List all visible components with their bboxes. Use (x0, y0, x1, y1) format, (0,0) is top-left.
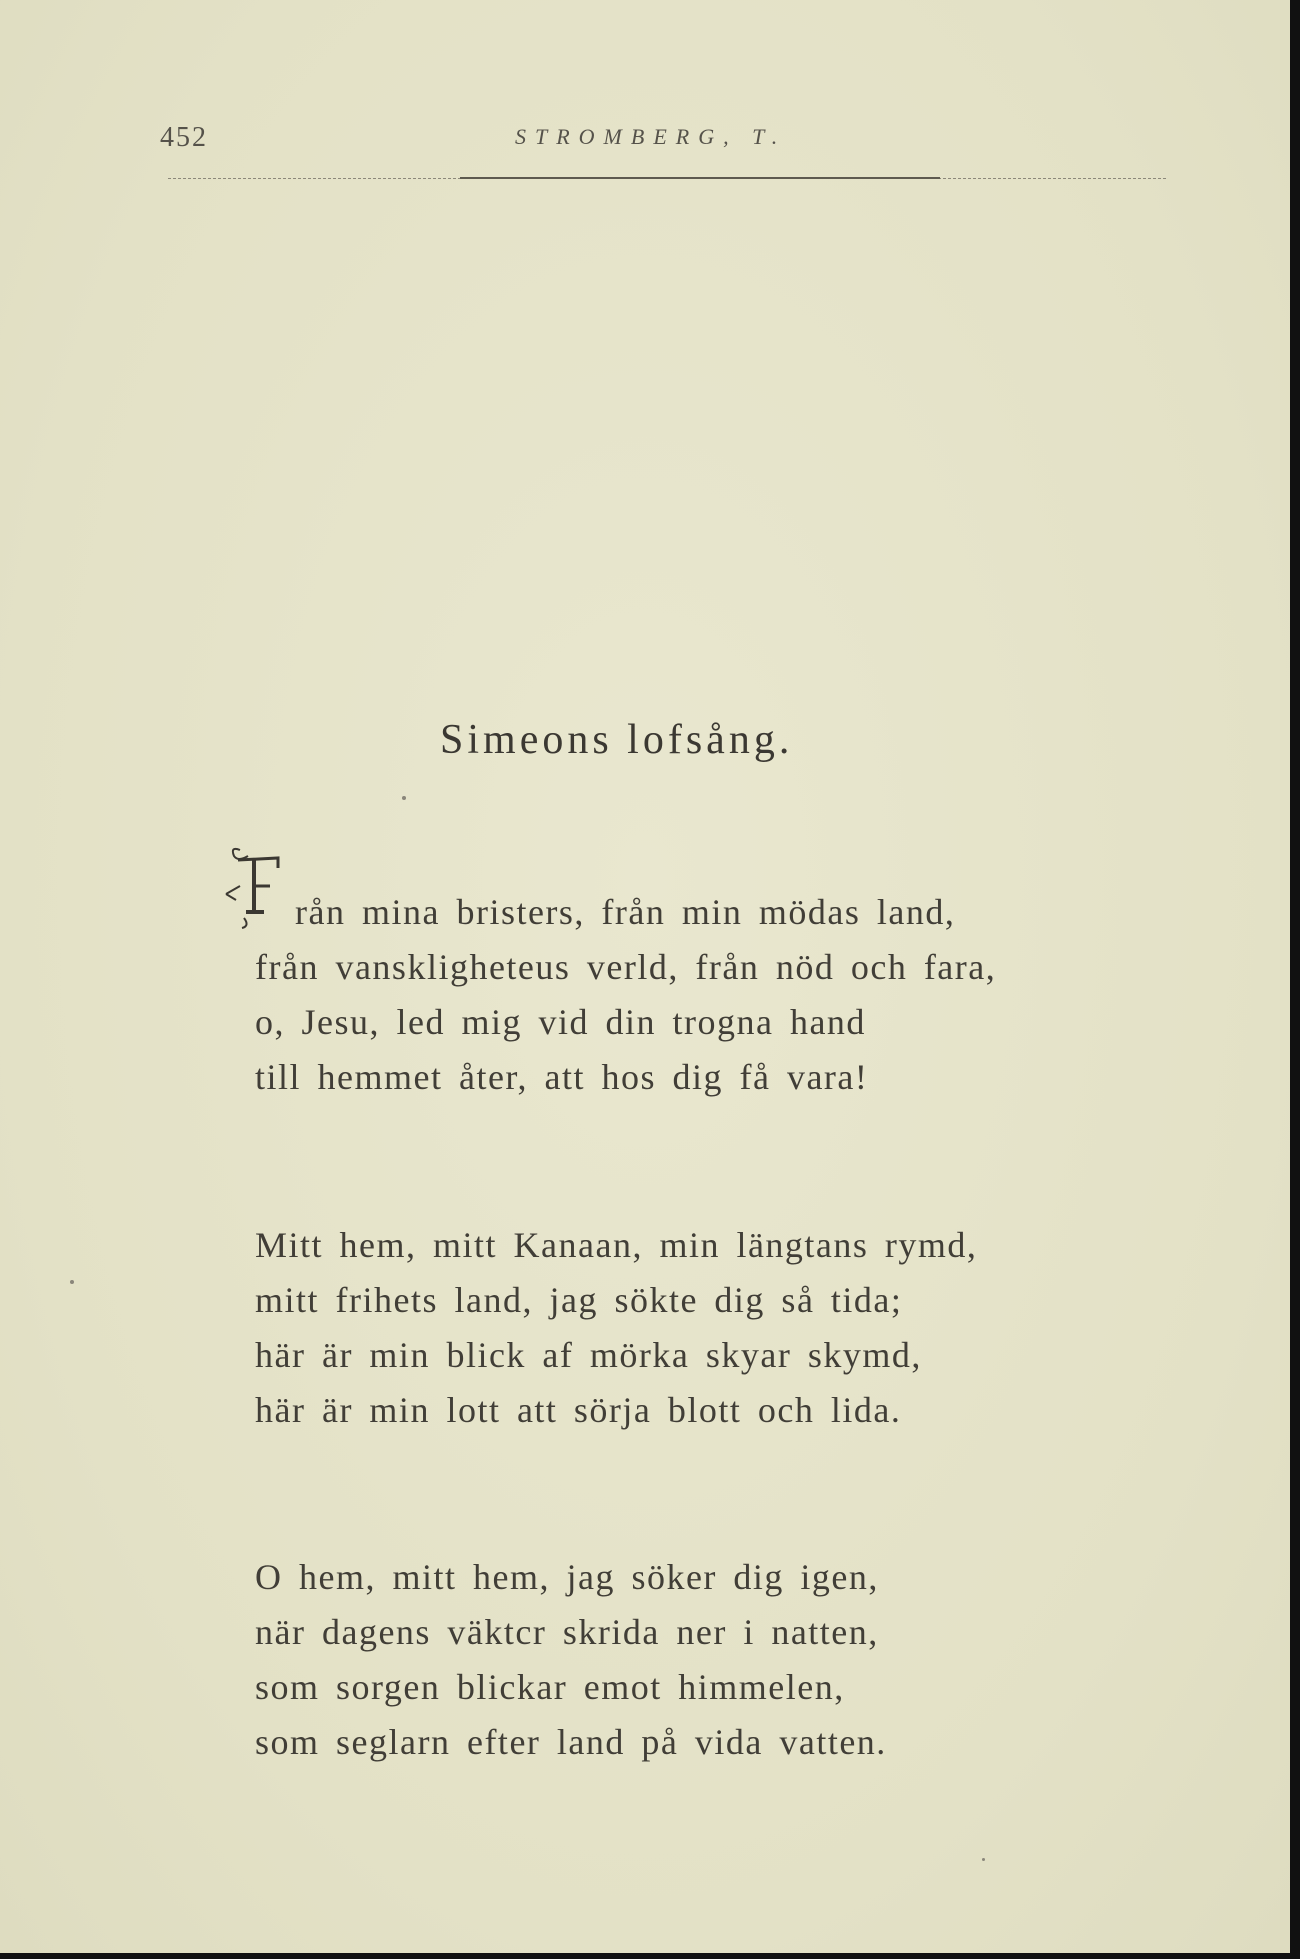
scan-edge-right (1290, 0, 1300, 1959)
stanza-1 (255, 885, 1155, 1105)
paper-speck (70, 1280, 74, 1284)
stanza-2 (255, 1218, 1155, 1438)
header-rule-solid (460, 177, 940, 179)
verse-line: till hemmet åter, att hos dig få vara! (255, 1057, 869, 1097)
verse-line: O hem, mitt hem, jag söker dig igen, (255, 1557, 879, 1597)
poem-title: Simeons lofsång. (440, 717, 794, 763)
page-number: 452 (160, 122, 208, 153)
verse-line: som seglarn efter land på vida vatten. (255, 1722, 887, 1762)
verse-line: som sorgen blickar emot himmelen, (255, 1667, 845, 1707)
header-author: STROMBERG, T. (515, 124, 787, 149)
verse-line: från vanskligheteus verld, från nöd och fara, (255, 947, 997, 987)
verse-line: Mitt hem, mitt Kanaan, min längtans rymd, (255, 1225, 978, 1265)
verse-line: när dagens väktcr skrida ner i natten, (255, 1612, 879, 1652)
running-head (160, 122, 1160, 162)
paper-speck (402, 796, 406, 800)
verse-line: här är min lott att sörja blott och lida. (255, 1390, 902, 1430)
paper-speck (982, 1858, 985, 1861)
verse-line: rån mina bristers, från min mödas land, (295, 892, 956, 932)
stanza-3 (255, 1550, 1155, 1770)
verse-line: här är min blick af mörka skyar skymd, (255, 1335, 922, 1375)
verse-line: o, Jesu, led mig vid din trogna hand (255, 1002, 866, 1042)
verse-line: mitt frihets land, jag sökte dig så tida; (255, 1280, 903, 1320)
scan-edge-bottom (0, 1953, 1300, 1959)
